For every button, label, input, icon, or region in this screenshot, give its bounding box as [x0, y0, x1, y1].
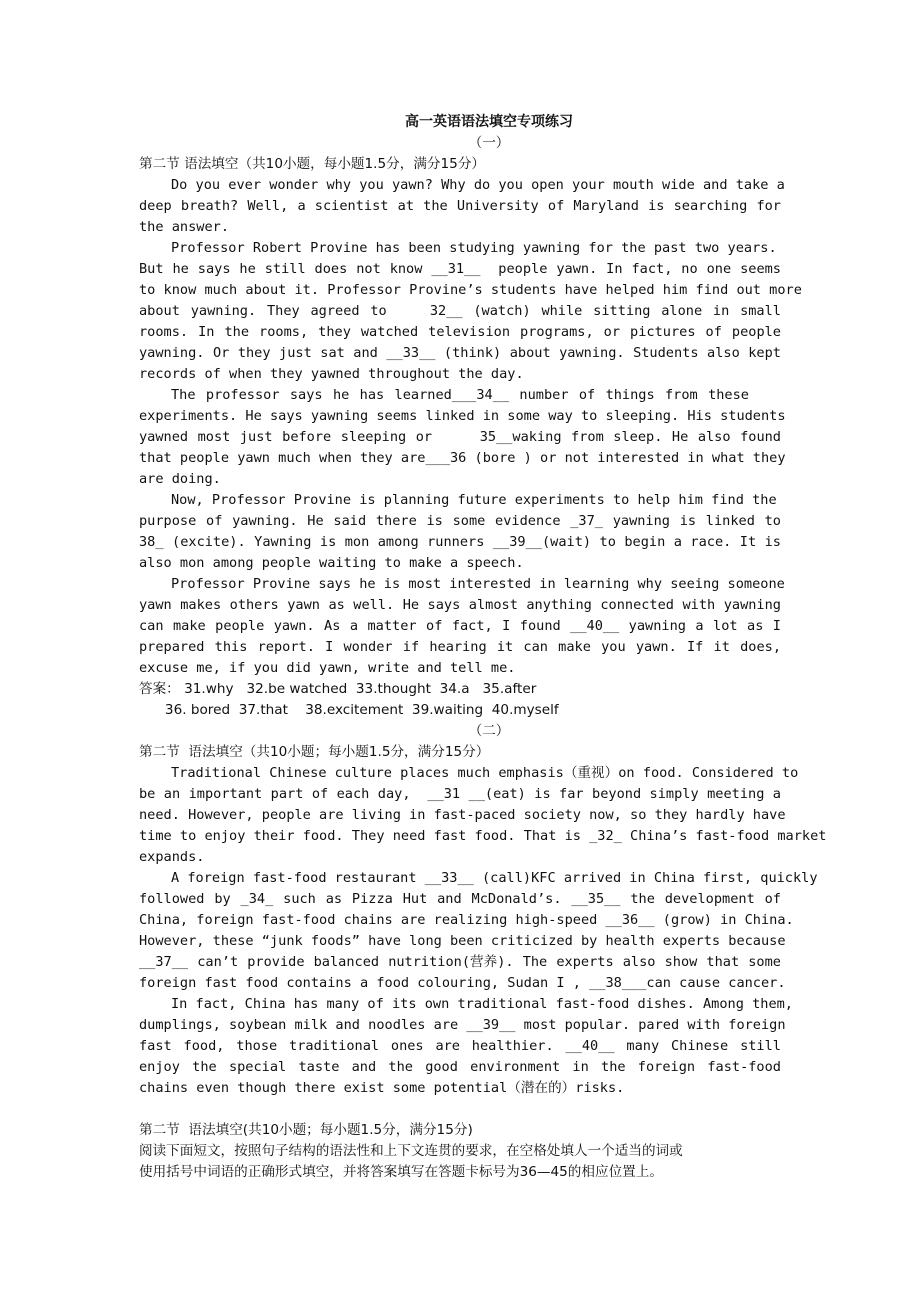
passage-line: yawned most just before sleeping or 35__waking from sleep. He also found: [139, 429, 781, 445]
passage-line: 阅读下面短文，按照句子结构的语法性和上下文连贯的要求，在空格处填人一个适当的词或: [139, 1143, 683, 1159]
passage-line: yawn makes others yawn as well. He says almost anything connected with yawning: [139, 597, 781, 613]
passage-line: prepared this report. I wonder if hearing it can make you yawn. If it does,: [139, 639, 781, 655]
passage-line: rooms. In the rooms, they watched television programs, or pictures of people: [139, 324, 781, 340]
passage-line: A foreign fast-food restaurant __33__ (call)KFC arrived in China first, quickly: [171, 870, 818, 886]
passage-line: that people yawn much when they are___36 (bore ) or not interested in what they: [139, 450, 786, 466]
document-page: [139, 112, 839, 1183]
passage-line: the answer.: [139, 219, 230, 235]
passage-line: yawning. Or they just sat and __33__ (think) about yawning. Students also kept: [139, 345, 781, 361]
part-3-heading: 第二节 语法填空(共10小题；每小题1.5分，满分15分): [139, 1122, 473, 1138]
passage-line: enjoy the special taste and the good environment in the foreign fast-food: [139, 1059, 781, 1075]
passage-line: records of when they yawned throughout the day.: [139, 366, 524, 382]
passage-line: chains even though there exist some potential（潜在的）risks.: [139, 1080, 625, 1096]
passage-line: The professor says he has learned___34__ number of things from these: [171, 387, 749, 403]
passage-line: purpose of yawning. He said there is some evidence _37_ yawning is linked to: [139, 513, 781, 529]
passage-line: __37__ can’t provide balanced nutrition(营养). The experts also show that some: [139, 954, 781, 970]
passage-line: are doing.: [139, 471, 221, 487]
passage-line: to know much about it. Professor Provine’s students have helped him find out more: [139, 282, 802, 298]
passage-line: Now, Professor Provine is planning future experiments to help him find the: [171, 492, 777, 508]
passage-line: time to enjoy their food. They need fast food. That is _32_ China’s fast-food market: [139, 828, 827, 844]
passage-line: 38_ (excite). Yawning is mon among runners __39__(wait) to begin a race. It is: [139, 534, 781, 550]
passage-line: Traditional Chinese culture places much emphasis（重视）on food. Considered to: [171, 765, 799, 781]
passage-line: China, foreign fast-food chains are realizing high-speed __36__ (grow) in China.: [139, 912, 794, 928]
document-title: 高一英语语法填空专项练习: [405, 114, 573, 130]
passage-line: But he says he still does not know __31__ people yawn. In fact, no one seems: [139, 261, 781, 277]
passage-line: 使用括号中词语的正确形式填空，并将答案填写在答题卡标号为36—45的相应位置上。: [139, 1164, 663, 1180]
passage-line: foreign fast food contains a food colouring, Sudan I , __38___can cause cancer.: [139, 975, 786, 991]
passage-line: fast food, those traditional ones are healthier. __40__ many Chinese still: [139, 1038, 781, 1054]
passage-line: followed by _34_ such as Pizza Hut and McDonald’s. __35__ the development of: [139, 891, 781, 907]
part-1-label: （一）: [468, 135, 510, 151]
passage-line: In fact, China has many of its own traditional fast-food dishes. Among them,: [171, 996, 793, 1012]
part-2-label: （二）: [468, 723, 510, 739]
part-2-heading: 第二节 语法填空（共10小题；每小题1.5分，满分15分）: [139, 744, 490, 760]
passage-line: Do you ever wonder why you yawn? Why do you open your mouth wide and take a: [171, 177, 785, 193]
passage-line: need. However, people are living in fast-paced society now, so they hardly have: [139, 807, 786, 823]
answer-line: 答案： 31.why 32.be watched 33.thought 34.a 35.after: [139, 681, 537, 697]
spacer: [139, 1099, 839, 1120]
passage-line: deep breath? Well, a scientist at the University of Maryland is searching for: [139, 198, 781, 214]
part-3-instructions: [139, 1141, 839, 1183]
part-1-heading: 第二节 语法填空（共10小题，每小题1.5分，满分15分）: [139, 156, 486, 172]
passage-line: also mon among people waiting to make a speech.: [139, 555, 524, 571]
passage-line: expands.: [139, 849, 205, 865]
part-1-passage: [139, 175, 839, 679]
passage-line: dumplings, soybean milk and noodles are __39__ most popular. pared with foreign: [139, 1017, 786, 1033]
passage-line: Professor Provine says he is most interested in learning why seeing someone: [171, 576, 785, 592]
part-1-answers: [139, 679, 839, 721]
passage-line: can make people yawn. As a matter of fact, I found __40__ yawning a lot as I: [139, 618, 781, 634]
passage-line: excuse me, if you did yawn, write and tell me.: [139, 660, 516, 676]
answer-line: 36. bored 37.that 38.excitement 39.waiting 40.myself: [139, 702, 559, 718]
part-2-passage: [139, 763, 839, 1099]
passage-line: be an important part of each day, __31 __(eat) is far beyond simply meeting a: [139, 786, 781, 802]
passage-line: Professor Robert Provine has been studying yawning for the past two years.: [171, 240, 777, 256]
passage-line: However, these “junk foods” have long been criticized by health experts because: [139, 933, 786, 949]
passage-line: experiments. He says yawning seems linked in some way to sleeping. His students: [139, 408, 786, 424]
passage-line: about yawning. They agreed to 32__ (watch) while sitting alone in small: [139, 303, 781, 319]
